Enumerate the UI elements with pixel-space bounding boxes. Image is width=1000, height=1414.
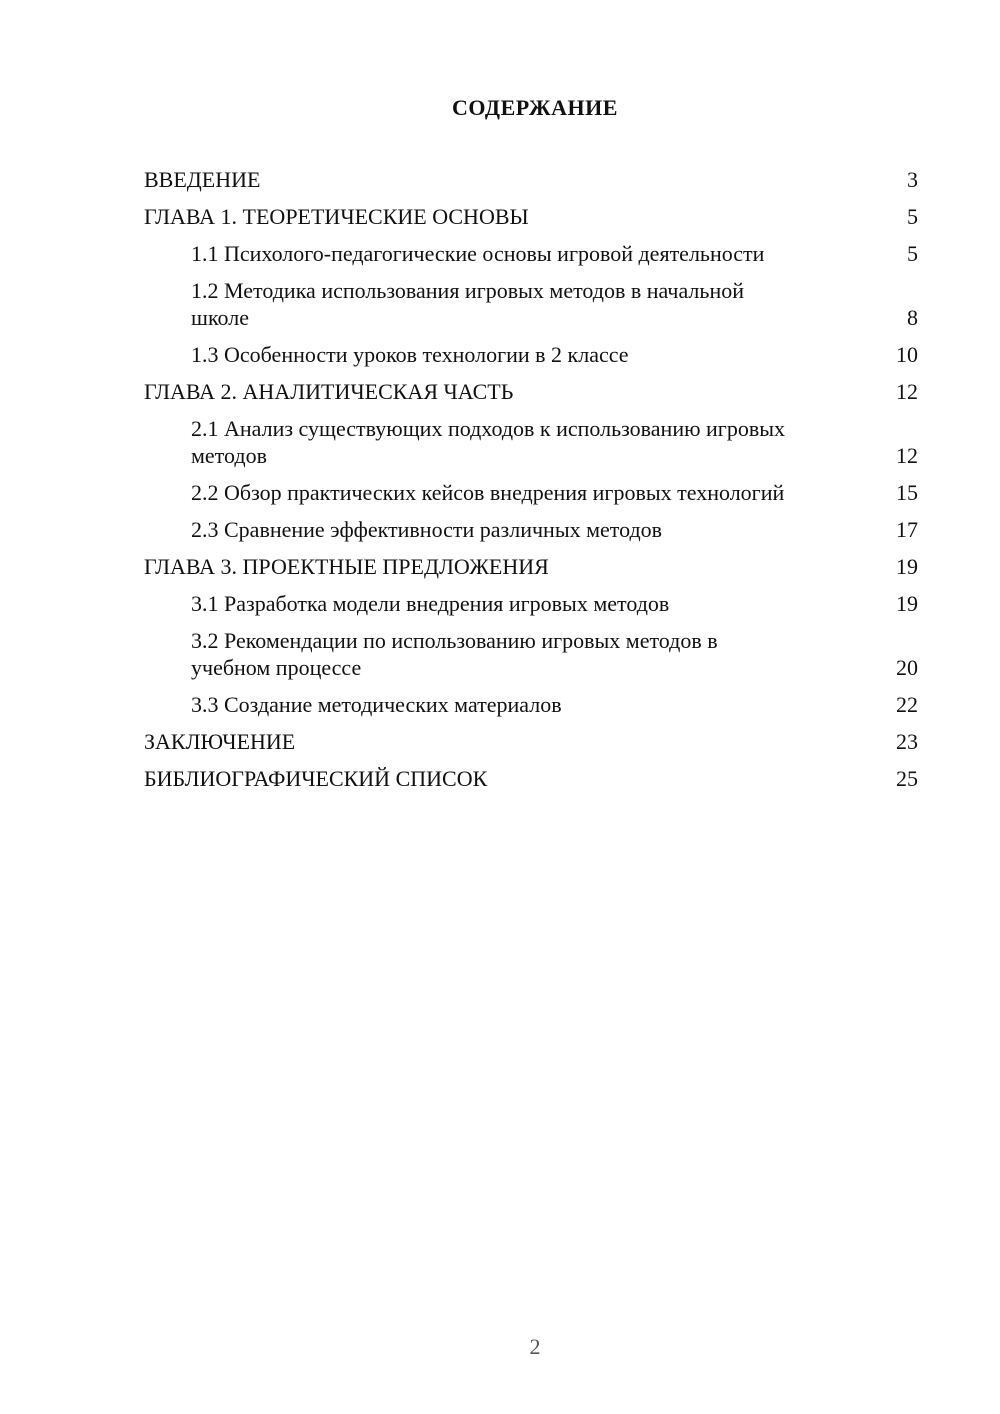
toc-entry-text: ВВЕДЕНИЕ [144,167,261,192]
toc-entry-page: 10 [896,342,918,367]
toc-entry-page: 12 [896,379,918,404]
toc-entry-text: 2.2 Обзор практических кейсов внедрения игровых технологий [191,480,785,505]
toc-entry-page: 19 [896,591,918,616]
toc-entry-text: БИБЛИОГРАФИЧЕСКИЙ СПИСОК [144,766,488,791]
toc-entry-page: 15 [896,480,918,505]
toc-entry-section-3-3[interactable] [144,691,918,718]
toc-entry-conclusion[interactable] [144,728,918,755]
toc-entry-chapter-2[interactable] [144,378,918,405]
toc-entry-section-2-3[interactable] [144,516,918,543]
toc-entry-text: 2.3 Сравнение эффективности различных методов [191,517,663,542]
toc-entry-page: 5 [907,204,918,229]
toc-entry-page: 17 [896,517,918,542]
toc-entry-text: 3.3 Создание методических материалов [191,692,562,717]
toc-title: СОДЕРЖАНИЕ [452,95,618,120]
toc-entry-bibliography[interactable] [144,765,918,792]
toc-entry-section-3-2[interactable] [144,627,918,681]
toc-entry-page: 25 [896,766,918,791]
toc-entry-page: 22 [896,692,918,717]
toc-entry-page: 8 [907,305,918,330]
toc-entry-chapter-3[interactable] [144,553,918,580]
toc-entry-section-3-1[interactable] [144,590,918,617]
toc-entry-text: ГЛАВА 2. АНАЛИТИЧЕСКАЯ ЧАСТЬ [144,379,514,404]
toc-entry-page: 20 [896,655,918,680]
toc-entry-text: 3.1 Разработка модели внедрения игровых методов [191,591,670,616]
toc-entry-section-2-2[interactable] [144,479,918,506]
table-of-contents [144,166,918,802]
toc-entry-chapter-1[interactable] [144,203,918,230]
toc-entry-section-1-1[interactable] [144,240,918,267]
toc-entry-text: 1.2 Методика использования игровых методов в начальной школе [191,278,744,330]
toc-entry-text: 1.1 Психолого-педагогические основы игровой деятельности [191,241,765,266]
toc-entry-section-1-3[interactable] [144,341,918,368]
toc-entry-text: ГЛАВА 1. ТЕОРЕТИЧЕСКИЕ ОСНОВЫ [144,204,529,229]
toc-entry-text: 2.1 Анализ существующих подходов к использованию игровых методов [191,416,785,468]
toc-entry-page: 19 [896,554,918,579]
toc-entry-page: 12 [896,443,918,468]
toc-entry-introduction[interactable] [144,166,918,193]
page-number: 2 [529,1334,541,1359]
toc-entry-page: 5 [907,241,918,266]
toc-entry-page: 23 [896,729,918,754]
toc-entry-section-2-1[interactable] [144,415,918,469]
toc-entry-page: 3 [907,167,918,192]
toc-entry-section-1-2[interactable] [144,277,918,331]
toc-entry-text: 3.2 Рекомендации по использованию игровых методов в учебном процессе [191,628,718,680]
toc-entry-text: ЗАКЛЮЧЕНИЕ [144,729,296,754]
toc-entry-text: 1.3 Особенности уроков технологии в 2 классе [191,342,629,367]
toc-entry-text: ГЛАВА 3. ПРОЕКТНЫЕ ПРЕДЛОЖЕНИЯ [144,554,549,579]
